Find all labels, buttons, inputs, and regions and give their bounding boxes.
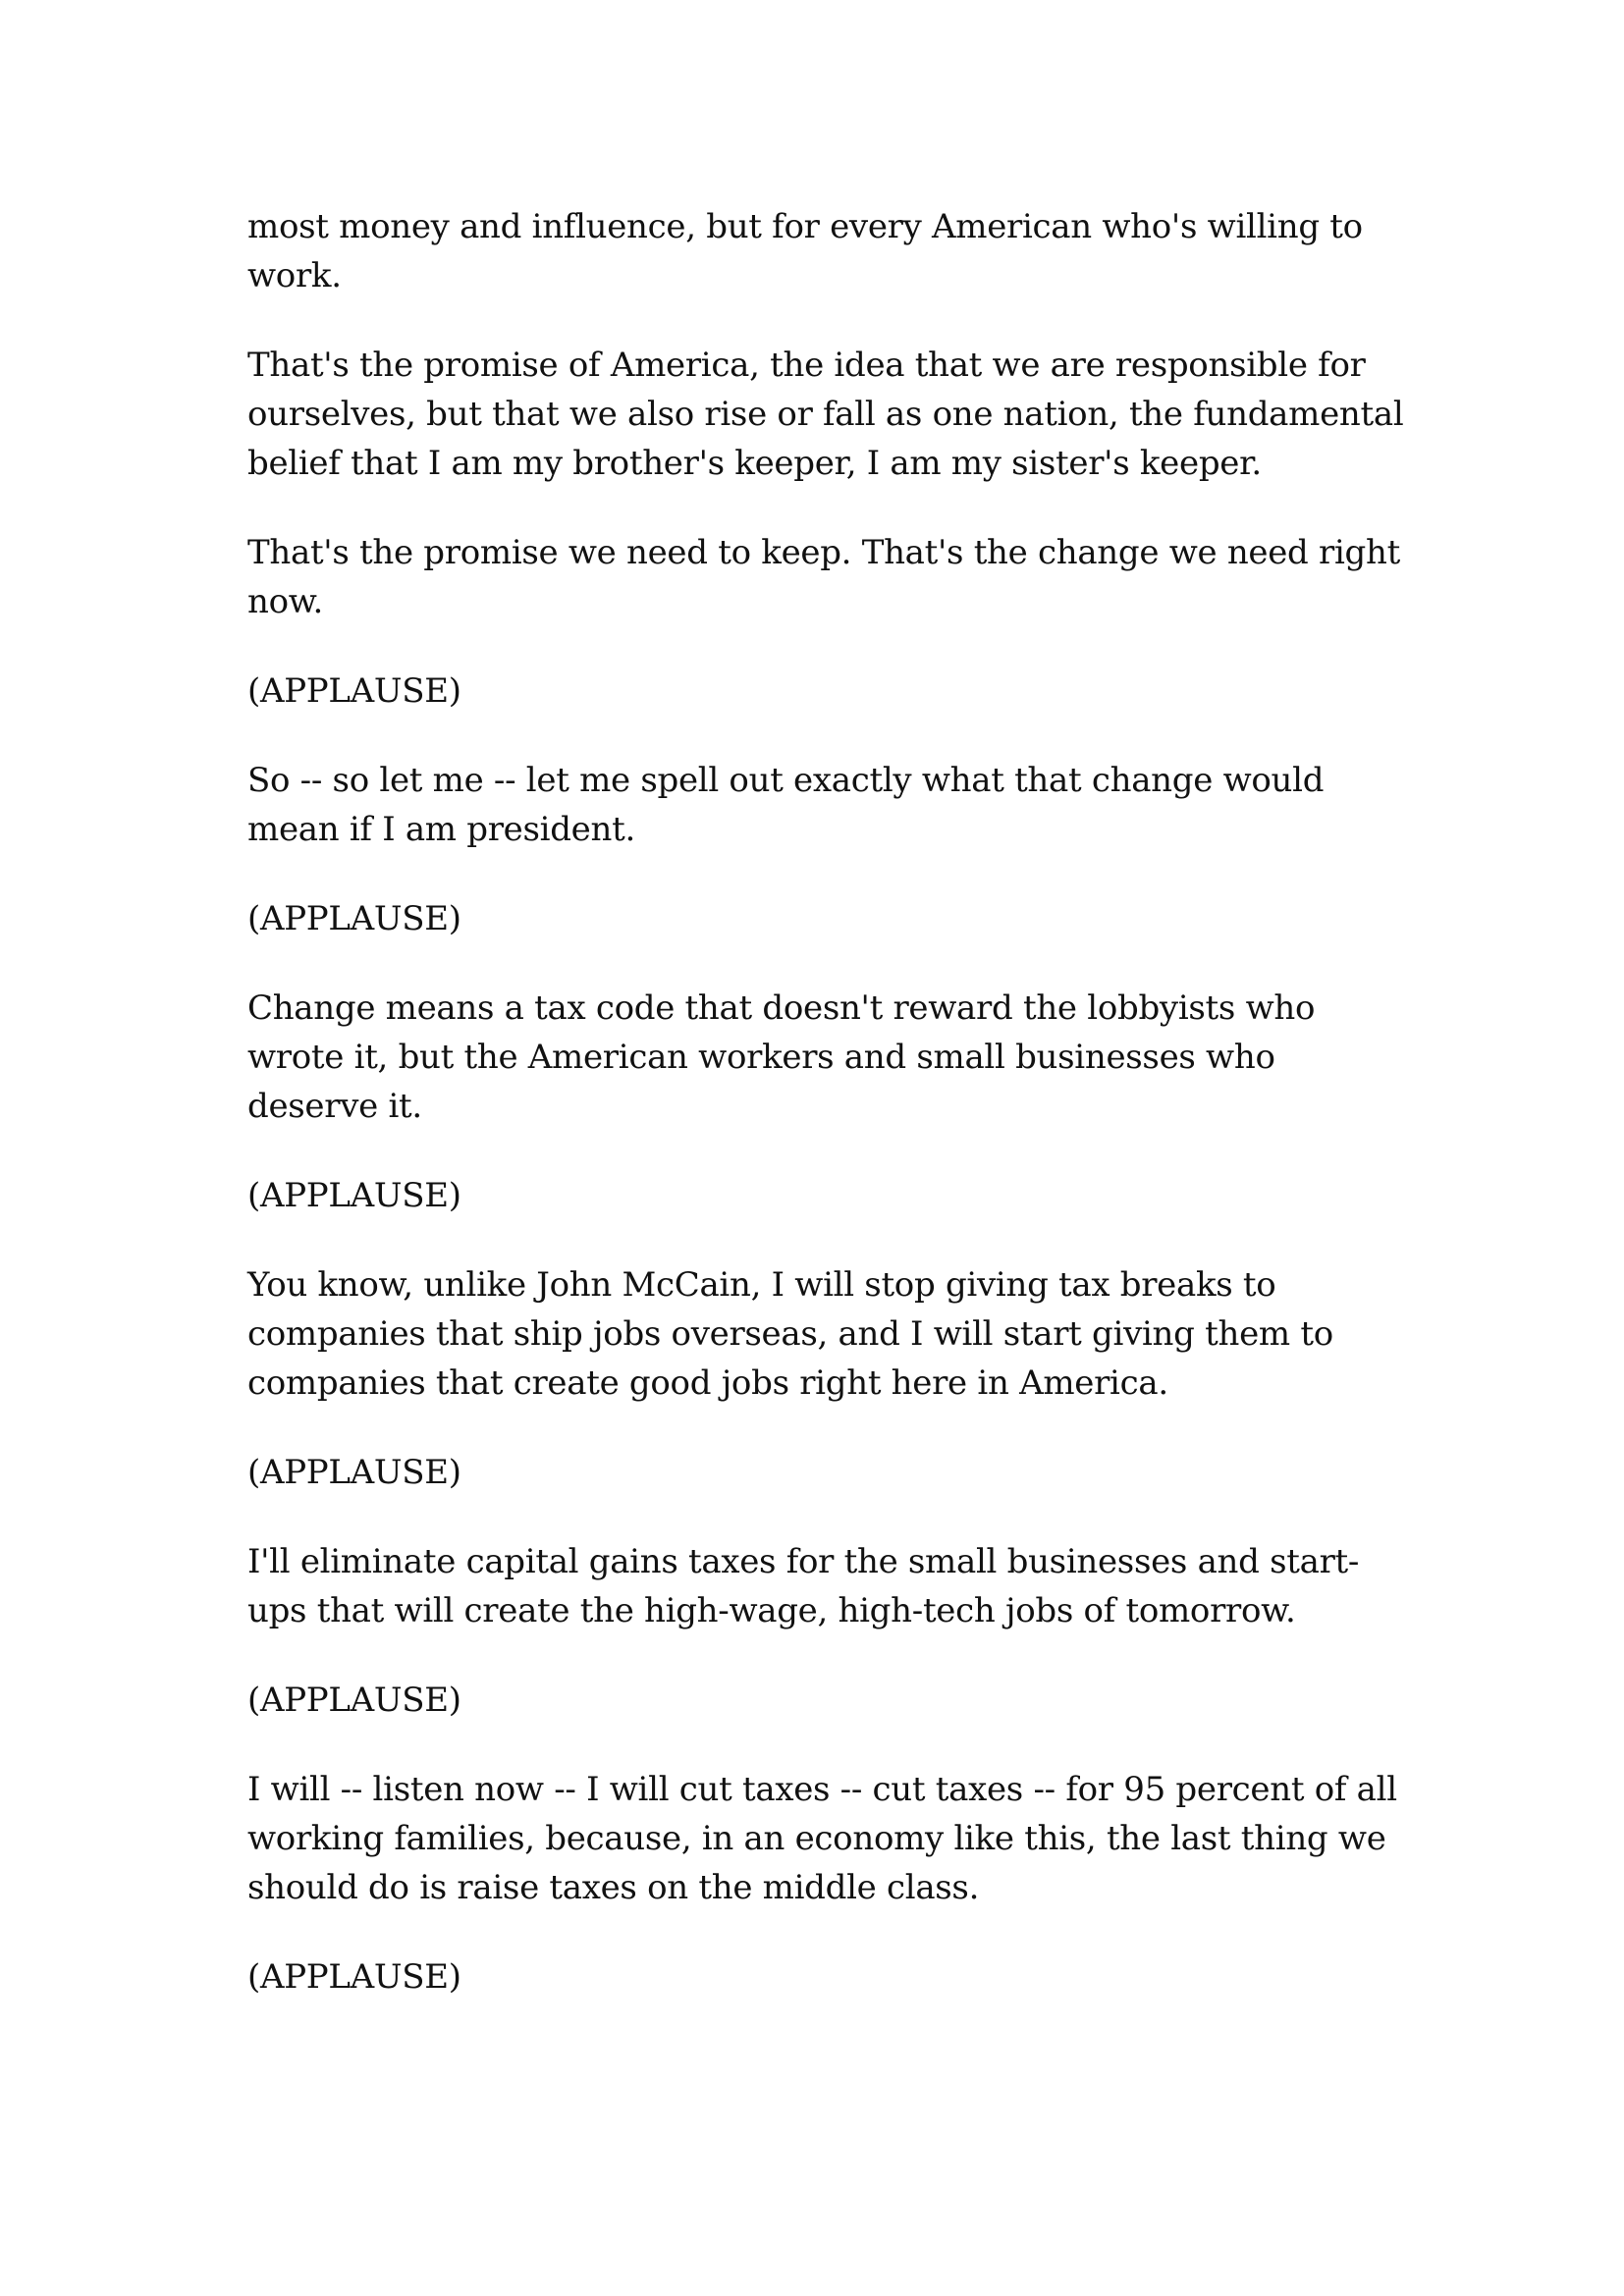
applause-note: (APPLAUSE) xyxy=(247,1176,461,1215)
paragraph: Change means a tax code that doesn't reward the lobbyists who wrote it, but the American workers and small businesses who deserve it. xyxy=(247,988,1316,1126)
paragraph: So -- so let me -- let me spell out exactly what that change would mean if I am president. xyxy=(247,761,1325,849)
paragraph: That's the promise of America, the idea that we are responsible for ourselves, but that we also rise or fall as one nation, the fundamental belief that I am my brother's keeper, I am my sister's keeper. xyxy=(247,346,1404,483)
paragraph: most money and influence, but for every American who's willing to work. xyxy=(247,207,1363,295)
applause-note: (APPLAUSE) xyxy=(247,1453,461,1492)
speech-transcript xyxy=(247,202,1406,2042)
paragraph: I'll eliminate capital gains taxes for the small businesses and start-ups that will create the high-wage, high-tech jobs of tomorrow. xyxy=(247,1542,1360,1630)
paragraph: I will -- listen now -- I will cut taxes -- cut taxes -- for 95 percent of all working families, because, in an economy like this, the last thing we should do is raise taxes on the middle class. xyxy=(247,1770,1397,1907)
applause-note: (APPLAUSE) xyxy=(247,899,461,938)
paragraph: You know, unlike John McCain, I will stop giving tax breaks to companies that ship jobs overseas, and I will start giving them to companies that create good jobs right here in America. xyxy=(247,1265,1333,1403)
applause-note: (APPLAUSE) xyxy=(247,671,461,711)
applause-note: (APPLAUSE) xyxy=(247,1681,461,1720)
paragraph: That's the promise we need to keep. That's the change we need right now. xyxy=(247,533,1400,621)
applause-note: (APPLAUSE) xyxy=(247,1957,461,1997)
